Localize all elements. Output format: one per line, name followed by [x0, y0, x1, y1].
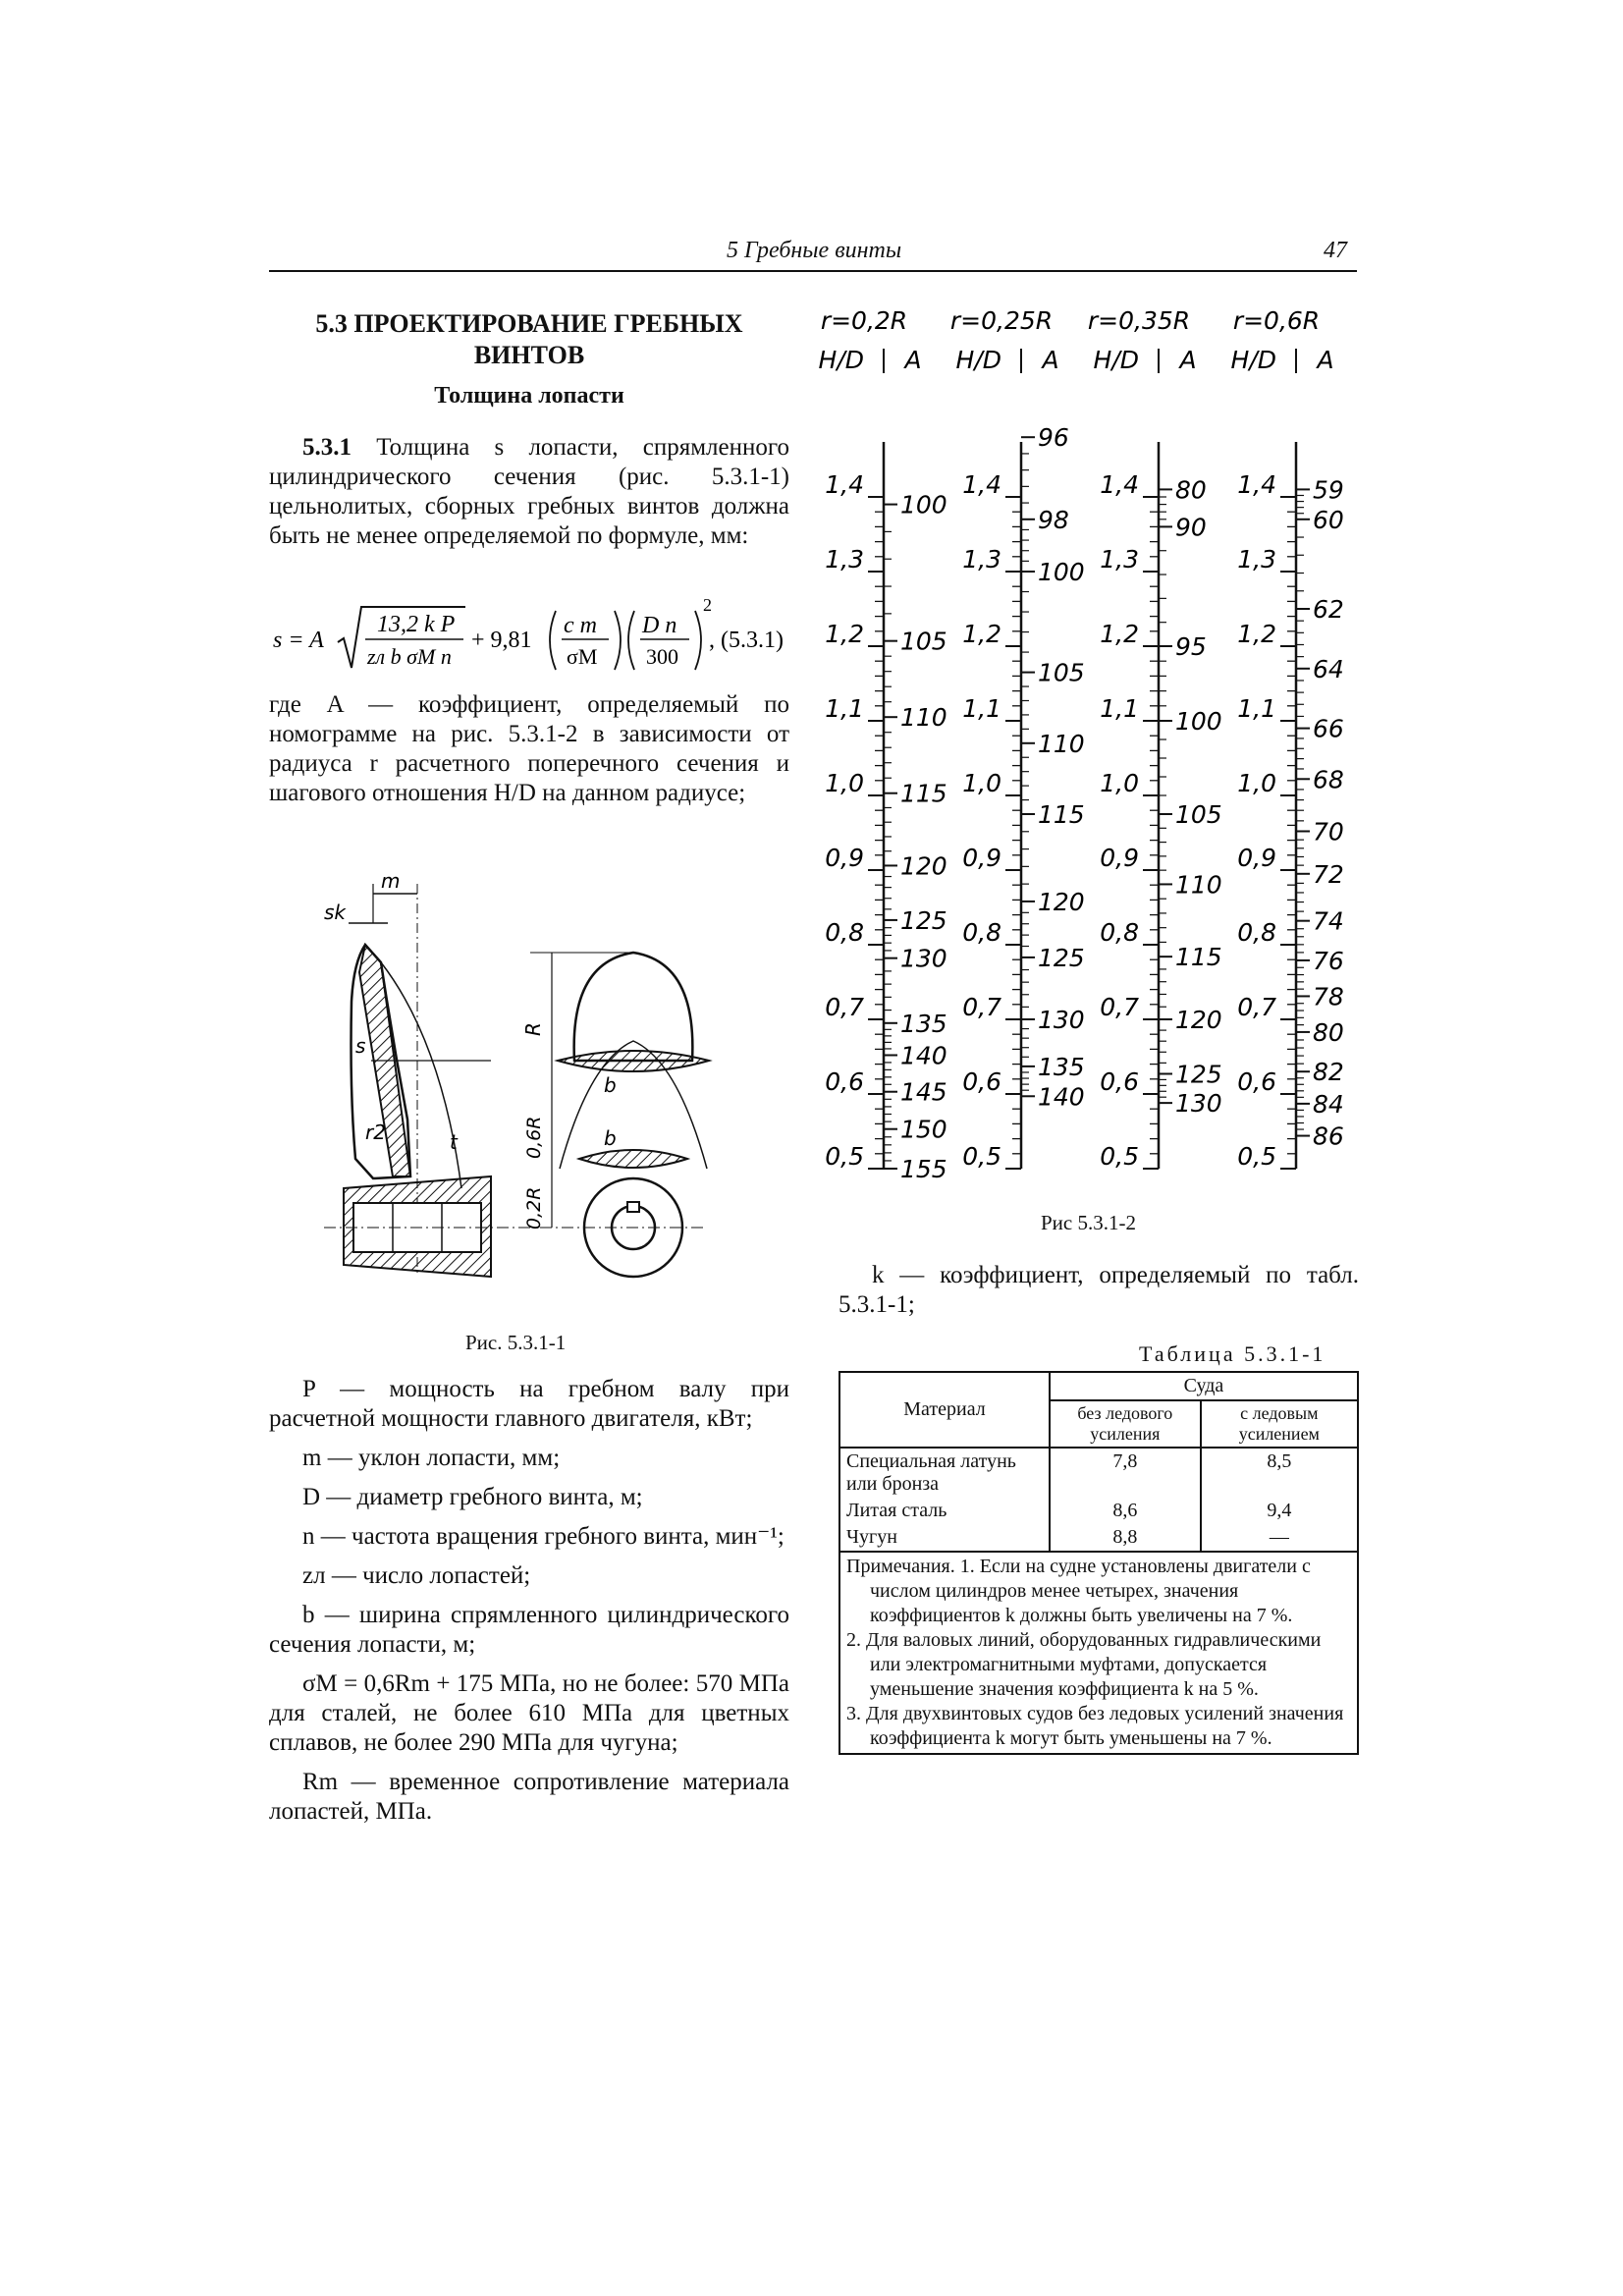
section-06R-hatched: [558, 1051, 709, 1071]
scale-title: r=0,25R: [949, 306, 1054, 335]
hd-tick-label: 1,1: [825, 694, 864, 723]
label-s: s: [355, 1034, 366, 1058]
table-row: [839, 1448, 1358, 1498]
hd-tick-label: 0,7: [825, 993, 864, 1021]
a-tick-label: 80: [1313, 1017, 1344, 1047]
figure-blade-section: [295, 864, 756, 1306]
hd-column-label: H/D: [1093, 346, 1139, 374]
label-06R: 0,6R: [523, 1116, 545, 1159]
hd-tick-label: 1,3: [825, 545, 864, 574]
hd-tick-label: 1,3: [1100, 545, 1139, 574]
hd-tick-label: 1,2: [825, 620, 864, 648]
cell-no-ice: 8,6: [1050, 1498, 1201, 1524]
hd-tick-label: 0,8: [1237, 918, 1276, 947]
a-tick-label: 70: [1313, 817, 1344, 847]
definition-item: b — ширина спрямленного цилиндрического сечения лопасти, м;: [269, 1602, 789, 1658]
definitions-list: [269, 1375, 789, 1836]
label-R: R: [521, 1022, 545, 1036]
table-title: Таблица 5.3.1-1: [1139, 1341, 1326, 1366]
hd-tick-label: 0,7: [962, 993, 1001, 1021]
hd-tick-label: 1,4: [825, 470, 864, 499]
a-tick-label: 105: [1038, 658, 1085, 687]
a-column-label: A: [1042, 346, 1059, 374]
hd-tick-label: 1,4: [1237, 470, 1276, 499]
hd-tick-label: 0,7: [1237, 993, 1276, 1021]
cell-no-ice: 7,8: [1050, 1448, 1201, 1498]
figure-1-caption: Рис. 5.3.1-1: [465, 1331, 567, 1354]
cell-ice: 9,4: [1201, 1498, 1358, 1524]
a-tick-label: 110: [1038, 729, 1085, 758]
section-title: [269, 308, 789, 371]
a-tick-label: 135: [900, 1009, 947, 1038]
a-tick-label: 66: [1313, 714, 1344, 743]
section-02R-hatched: [579, 1150, 687, 1168]
hd-tick-label: 0,5: [1237, 1142, 1276, 1171]
table-row: [839, 1524, 1358, 1552]
k-definition: k — коэффициент, определяемый по табл. 5.3.1-1;: [839, 1262, 1359, 1318]
definition-item: Rm — временное сопротивление материала лопастей, МПа.: [269, 1769, 789, 1825]
label-t: t: [450, 1130, 458, 1154]
a-column-label: A: [1179, 346, 1197, 374]
a-tick-label: 130: [1038, 1006, 1085, 1034]
label-02R: 0,2R: [523, 1186, 545, 1230]
hd-tick-label: 0,6: [1237, 1067, 1276, 1096]
k-coefficient-table: [839, 1371, 1359, 1755]
a-tick-label: 96: [1038, 423, 1069, 453]
section-title-line2: ВИНТОВ: [473, 341, 585, 369]
hd-tick-label: 0,8: [825, 918, 864, 947]
formula-den3: 300: [646, 644, 678, 669]
hd-tick-label: 0,5: [962, 1142, 1001, 1171]
a-column-label: A: [904, 346, 922, 374]
subsection-title: Толщина лопасти: [434, 383, 624, 409]
hd-tick-label: 1,1: [962, 694, 1001, 723]
a-tick-label: 105: [900, 627, 947, 656]
formula-num2: c m: [564, 613, 597, 638]
formula-ref: , (5.3.1): [709, 628, 784, 653]
hd-tick-label: 1,2: [1237, 620, 1276, 648]
a-tick-label: 155: [900, 1155, 947, 1183]
a-tick-label: 115: [1038, 800, 1085, 829]
hd-tick-label: 1,0: [1100, 769, 1139, 797]
cell-ice: —: [1201, 1524, 1358, 1552]
table-note: 2. Для валовых линий, оборудованных гидравлическими или электромагнитными муфтами, допускается уменьшение значения коэффициента k на 5 %.: [846, 1629, 1322, 1700]
formula-den2: σM: [567, 644, 598, 669]
a-tick-label: 60: [1313, 505, 1344, 534]
table-note: 3. Для двухвинтовых судов без ледовых усилений значения коэффициента k могут быть уменьшены на 7 %.: [846, 1703, 1344, 1749]
label-sk: sk: [324, 901, 347, 924]
running-header-section: 5 Гребные винты: [727, 238, 902, 263]
cell-material: Литая сталь: [839, 1498, 1050, 1524]
a-tick-label: 120: [1175, 1006, 1222, 1034]
cell-ice: 8,5: [1201, 1448, 1358, 1498]
definition-item: n — частота вращения гребного винта, мин⁻¹;: [302, 1523, 784, 1550]
a-tick-label: 80: [1175, 475, 1207, 505]
a-tick-label: 100: [1175, 707, 1222, 736]
hd-tick-label: 0,9: [825, 844, 864, 872]
hd-tick-label: 0,9: [1100, 844, 1139, 872]
a-tick-label: 74: [1313, 906, 1344, 936]
a-tick-label: 72: [1313, 859, 1344, 889]
hd-tick-label: 1,1: [1237, 694, 1276, 723]
cell-material: Специальная латунь или бронза: [839, 1448, 1050, 1498]
hd-tick-label: 1,4: [1100, 470, 1139, 499]
intro-paragraph: [269, 433, 789, 551]
a-tick-label: 105: [1175, 800, 1222, 829]
header-vessels: Суда: [1050, 1372, 1358, 1400]
hd-tick-label: 1,3: [1237, 545, 1276, 574]
hd-tick-label: 1,2: [962, 620, 1001, 648]
intro-text: Толщина s лопасти, спрямленного цилиндрического сечения (рис. 5.3.1-1) цельнолитых, сборных гребных винтов должна быть не менее определяемой по формуле, мм:: [269, 434, 789, 549]
hd-tick-label: 0,6: [962, 1067, 1001, 1096]
a-tick-label: 110: [1175, 870, 1222, 900]
a-tick-label: 140: [1038, 1082, 1085, 1112]
a-tick-label: 82: [1313, 1058, 1344, 1087]
hd-tick-label: 1,2: [1100, 620, 1139, 648]
hd-tick-label: 1,3: [962, 545, 1001, 574]
formula-den1: zл b σM n: [367, 644, 452, 669]
paren-right-1: [615, 611, 621, 670]
a-tick-label: 130: [900, 944, 947, 973]
cell-material: Чугун: [839, 1524, 1050, 1552]
thickness-formula: [269, 597, 789, 676]
a-tick-label: 68: [1313, 765, 1344, 794]
definition-item: zл — число лопастей;: [302, 1562, 531, 1589]
hd-tick-label: 0,9: [1237, 844, 1276, 872]
a-tick-label: 135: [1038, 1052, 1085, 1081]
a-tick-label: 115: [1175, 943, 1222, 972]
where-paragraph: где A — коэффициент, определяемый по номограмме на рис. 5.3.1-2 в зависимости от радиуса r расчетного поперечного сечения и шагового отношения H/D на данном радиусе;: [269, 691, 789, 806]
a-column-label: A: [1317, 346, 1334, 374]
cell-no-ice: 8,8: [1050, 1524, 1201, 1552]
formula-num3: D n: [642, 613, 677, 638]
formula-plus: + 9,81: [471, 628, 532, 653]
a-tick-label: 90: [1175, 513, 1207, 542]
a-tick-label: 110: [900, 703, 947, 733]
paren-right-2: [695, 611, 701, 670]
clause-number: 5.3.1: [302, 434, 352, 461]
definition-item: σM = 0,6Rm + 175 МПа, но не более: 570 МПа для сталей, не более 610 МПа для цветных сплавов, не более 290 МПа для чугуна;: [269, 1670, 789, 1756]
a-tick-label: 62: [1313, 595, 1344, 624]
label-b-lower: b: [604, 1126, 617, 1150]
section-title-line1: 5.3 ПРОЕКТИРОВАНИЕ ГРЕБНЫХ: [315, 309, 743, 338]
hd-tick-label: 0,8: [1100, 918, 1139, 947]
a-tick-label: 76: [1313, 946, 1344, 975]
a-tick-label: 59: [1313, 475, 1344, 505]
label-r2: r2: [365, 1121, 386, 1144]
a-tick-label: 150: [900, 1115, 947, 1144]
hd-column-label: H/D: [955, 346, 1001, 374]
formula-lhs: s = A: [273, 628, 324, 653]
nomogram-figure: [818, 300, 1365, 1203]
formula-num1: 13,2 k P: [377, 612, 456, 637]
paren-left-2: [628, 611, 634, 670]
a-tick-label: 130: [1175, 1089, 1222, 1119]
hd-tick-label: 1,0: [825, 769, 864, 797]
hd-tick-label: 0,6: [825, 1067, 864, 1096]
a-tick-label: 64: [1313, 654, 1344, 683]
page-number: 47: [1324, 238, 1347, 263]
table-row: [839, 1498, 1358, 1524]
hd-tick-label: 0,5: [825, 1142, 864, 1171]
scale-title: r=0,6R: [1232, 306, 1321, 335]
a-tick-label: 140: [900, 1041, 947, 1070]
hd-column-label: H/D: [818, 346, 864, 374]
a-tick-label: 145: [900, 1077, 947, 1107]
label-b-upper: b: [604, 1073, 617, 1097]
hd-tick-label: 1,0: [1237, 769, 1276, 797]
hd-tick-label: 1,4: [962, 470, 1001, 499]
table-note: Примечания. 1. Если на судне установлены двигатели с числом цилиндров менее четырех, значения коэффициентов k должны быть увеличены на 7 %.: [846, 1556, 1311, 1626]
a-tick-label: 120: [900, 851, 947, 881]
header-material: Материал: [839, 1372, 1050, 1448]
hd-tick-label: 1,1: [1100, 694, 1139, 723]
a-tick-label: 86: [1313, 1121, 1344, 1151]
a-tick-label: 120: [1038, 887, 1085, 916]
a-tick-label: 95: [1175, 632, 1207, 661]
a-tick-label: 125: [900, 905, 947, 935]
a-tick-label: 100: [900, 490, 947, 519]
hd-tick-label: 0,8: [962, 918, 1001, 947]
formula-exponent: 2: [703, 595, 712, 615]
hd-tick-label: 1,0: [962, 769, 1001, 797]
a-tick-label: 115: [900, 779, 947, 808]
paren-left-1: [550, 611, 556, 670]
definition-item: D — диаметр гребного винта, м;: [302, 1484, 643, 1510]
a-tick-label: 84: [1313, 1089, 1344, 1119]
header-no-ice: без ледового усиления: [1050, 1400, 1201, 1448]
hd-tick-label: 0,5: [1100, 1142, 1139, 1171]
a-tick-label: 125: [1038, 943, 1085, 972]
hd-tick-label: 0,9: [962, 844, 1001, 872]
blade-front-view: [574, 953, 693, 1061]
table-notes: [839, 1552, 1358, 1754]
hub-front-keyway: [627, 1202, 639, 1212]
a-tick-label: 98: [1038, 505, 1069, 534]
scale-title: r=0,2R: [820, 306, 908, 335]
a-tick-label: 78: [1313, 982, 1344, 1011]
definition-item: m — уклон лопасти, мм;: [302, 1445, 561, 1471]
a-tick-label: 100: [1038, 558, 1085, 586]
header-ice: с ледовым усилением: [1201, 1400, 1358, 1448]
definition-item: P — мощность на гребном валу при расчетной мощности главного двигателя, кВт;: [269, 1376, 789, 1432]
hd-tick-label: 0,7: [1100, 993, 1139, 1021]
figure-2-caption: Рис 5.3.1-2: [1041, 1211, 1136, 1234]
header-rule: [269, 270, 1357, 272]
label-m: m: [381, 869, 401, 893]
hd-column-label: H/D: [1230, 346, 1276, 374]
scale-title: r=0,35R: [1087, 306, 1191, 335]
hd-tick-label: 0,6: [1100, 1067, 1139, 1096]
a-tick-label: 125: [1175, 1060, 1222, 1089]
